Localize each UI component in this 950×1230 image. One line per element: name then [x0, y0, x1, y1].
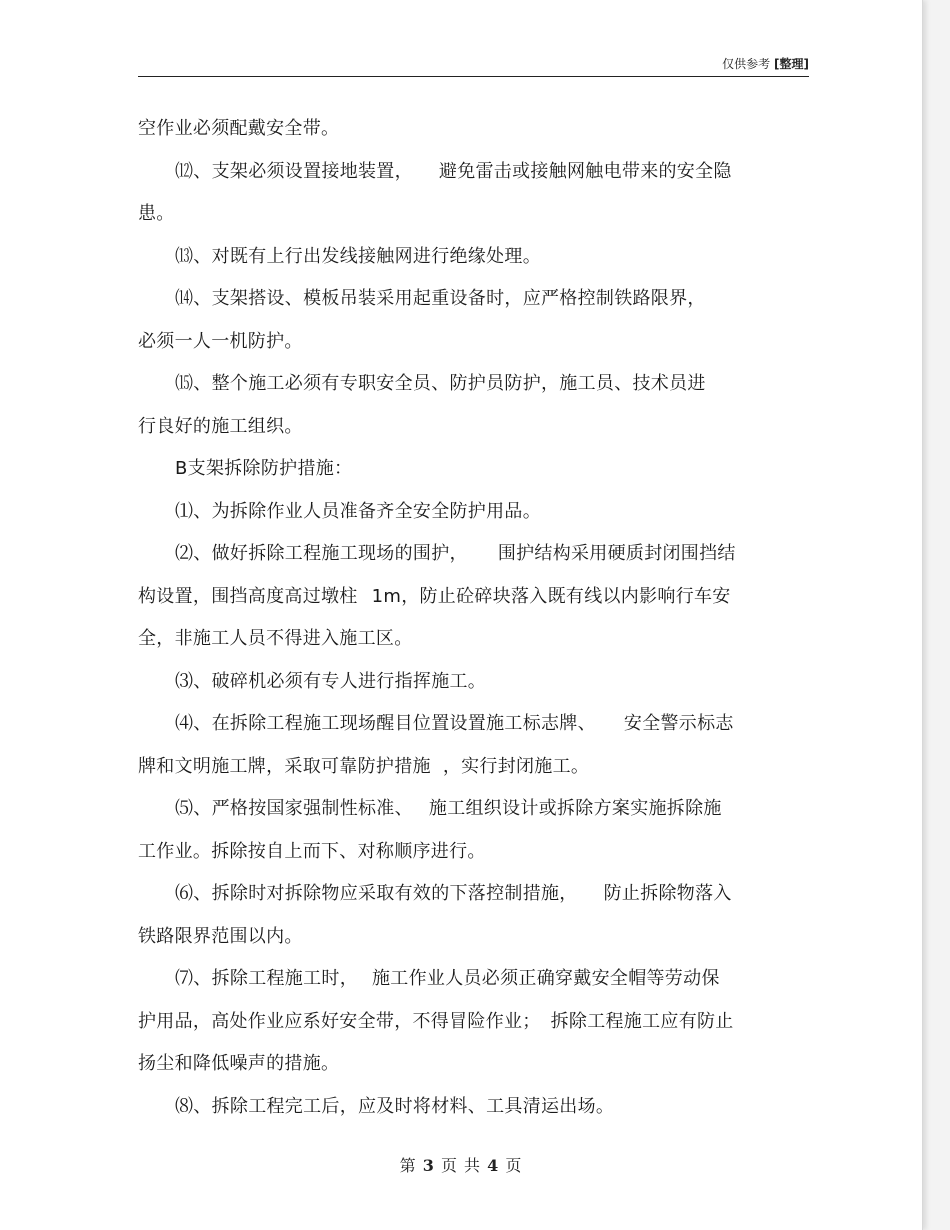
text-line: 患。 [138, 203, 175, 224]
page-number: 3 [422, 1156, 435, 1175]
page-footer [0, 1153, 922, 1176]
footer-text: 页 [505, 1156, 523, 1175]
text-line: 牌和文明施工牌，采取可靠防护措施 [138, 755, 431, 777]
paragraph [138, 108, 818, 151]
text-line: 护用品，高处作业应系好安全带 [138, 1010, 395, 1032]
text-line: 施工作业人员必须正确穿戴安全帽等劳动保 [372, 968, 720, 989]
paragraph [138, 958, 818, 1086]
paragraph [138, 788, 818, 873]
text-line: ⑹、拆除时对拆除物应采取有效的下落控制措施， [175, 883, 578, 904]
text-line: 构设置，围挡高度高过墩柱 [138, 585, 358, 607]
text-line: ⒂、整个施工必须有专职安全员、防护员防护，施工员、技术员进 [175, 373, 706, 394]
text-line: ⑸、严格按国家强制性标准、 [175, 798, 413, 819]
text-line: 防止拆除物落入 [603, 883, 732, 904]
paragraph [138, 151, 818, 236]
section-heading [138, 448, 818, 491]
document-body [138, 108, 818, 1128]
text-line: 工作业。拆除按自上而下、对称顺序进行。 [138, 840, 486, 862]
text-line: ，不得冒险作业； [394, 1010, 541, 1032]
page-total: 4 [487, 1156, 500, 1175]
paragraph [138, 363, 818, 448]
text-line: 施工组织设计或拆除方案实施拆除施 [428, 798, 722, 819]
text-line: ⑶、破碎机必须有专人进行指挥施工。 [175, 670, 487, 692]
text-line: 1m，防止砼碎块落入既有线以内影响行车安 [371, 585, 731, 607]
text-line: ⒀、对既有上行出发线接触网进行绝缘处理。 [175, 245, 541, 267]
text-line: B支架拆除防护措施： [175, 458, 353, 479]
paragraph [138, 703, 818, 788]
text-line: ⑷、在拆除工程施工现场醒目位置设置施工标志牌、 [175, 713, 596, 734]
text-line: 安全警示标志 [623, 713, 734, 734]
text-line: 围护结构采用硬质封闭围挡结 [497, 543, 736, 564]
text-line: 必须一人一机防护。 [138, 330, 303, 352]
text-line: 行良好的施工组织。 [138, 415, 303, 437]
text-line: ，实行封闭施工。 [442, 755, 590, 777]
paragraph [138, 1086, 818, 1129]
text-line: 扬尘和降低噪声的措施。 [138, 1053, 340, 1074]
header-bracket: [整理] [774, 57, 809, 71]
paragraph [138, 236, 818, 279]
page-header [138, 56, 809, 77]
text-line: ⒁、支架搭设、模板吊装采用起重设备时，应严格控制铁路限界， [175, 288, 706, 309]
text-line: 全，非施工人员不得进入施工区。 [138, 628, 413, 649]
text-line: ⑻、拆除工程完工后，应及时将材料、工具清运出场。 [175, 1095, 615, 1117]
paragraph [138, 533, 818, 661]
footer-text: 页 共 [440, 1156, 482, 1175]
footer-text: 第 [399, 1156, 417, 1175]
text-line: 拆除工程施工应有防止 [550, 1010, 734, 1032]
header-note: 仅供参考 [722, 57, 771, 71]
text-line: ⑿、支架必须设置接地装置， [175, 160, 413, 182]
paragraph [138, 491, 818, 534]
text-line: 空作业必须配戴安全带。 [138, 118, 340, 139]
paragraph [138, 278, 818, 363]
paragraph [138, 661, 818, 704]
text-line: 铁路限界范围以内。 [138, 925, 303, 947]
paragraph [138, 873, 818, 958]
text-line: ⑺、拆除工程施工时， [175, 968, 358, 989]
text-line: ⑵、做好拆除工程施工现场的围护， [175, 543, 468, 564]
text-line: 避免雷击或接触网触电带来的安全隐 [438, 160, 732, 182]
text-line: ⑴、为拆除作业人员准备齐全安全防护用品。 [175, 500, 541, 522]
